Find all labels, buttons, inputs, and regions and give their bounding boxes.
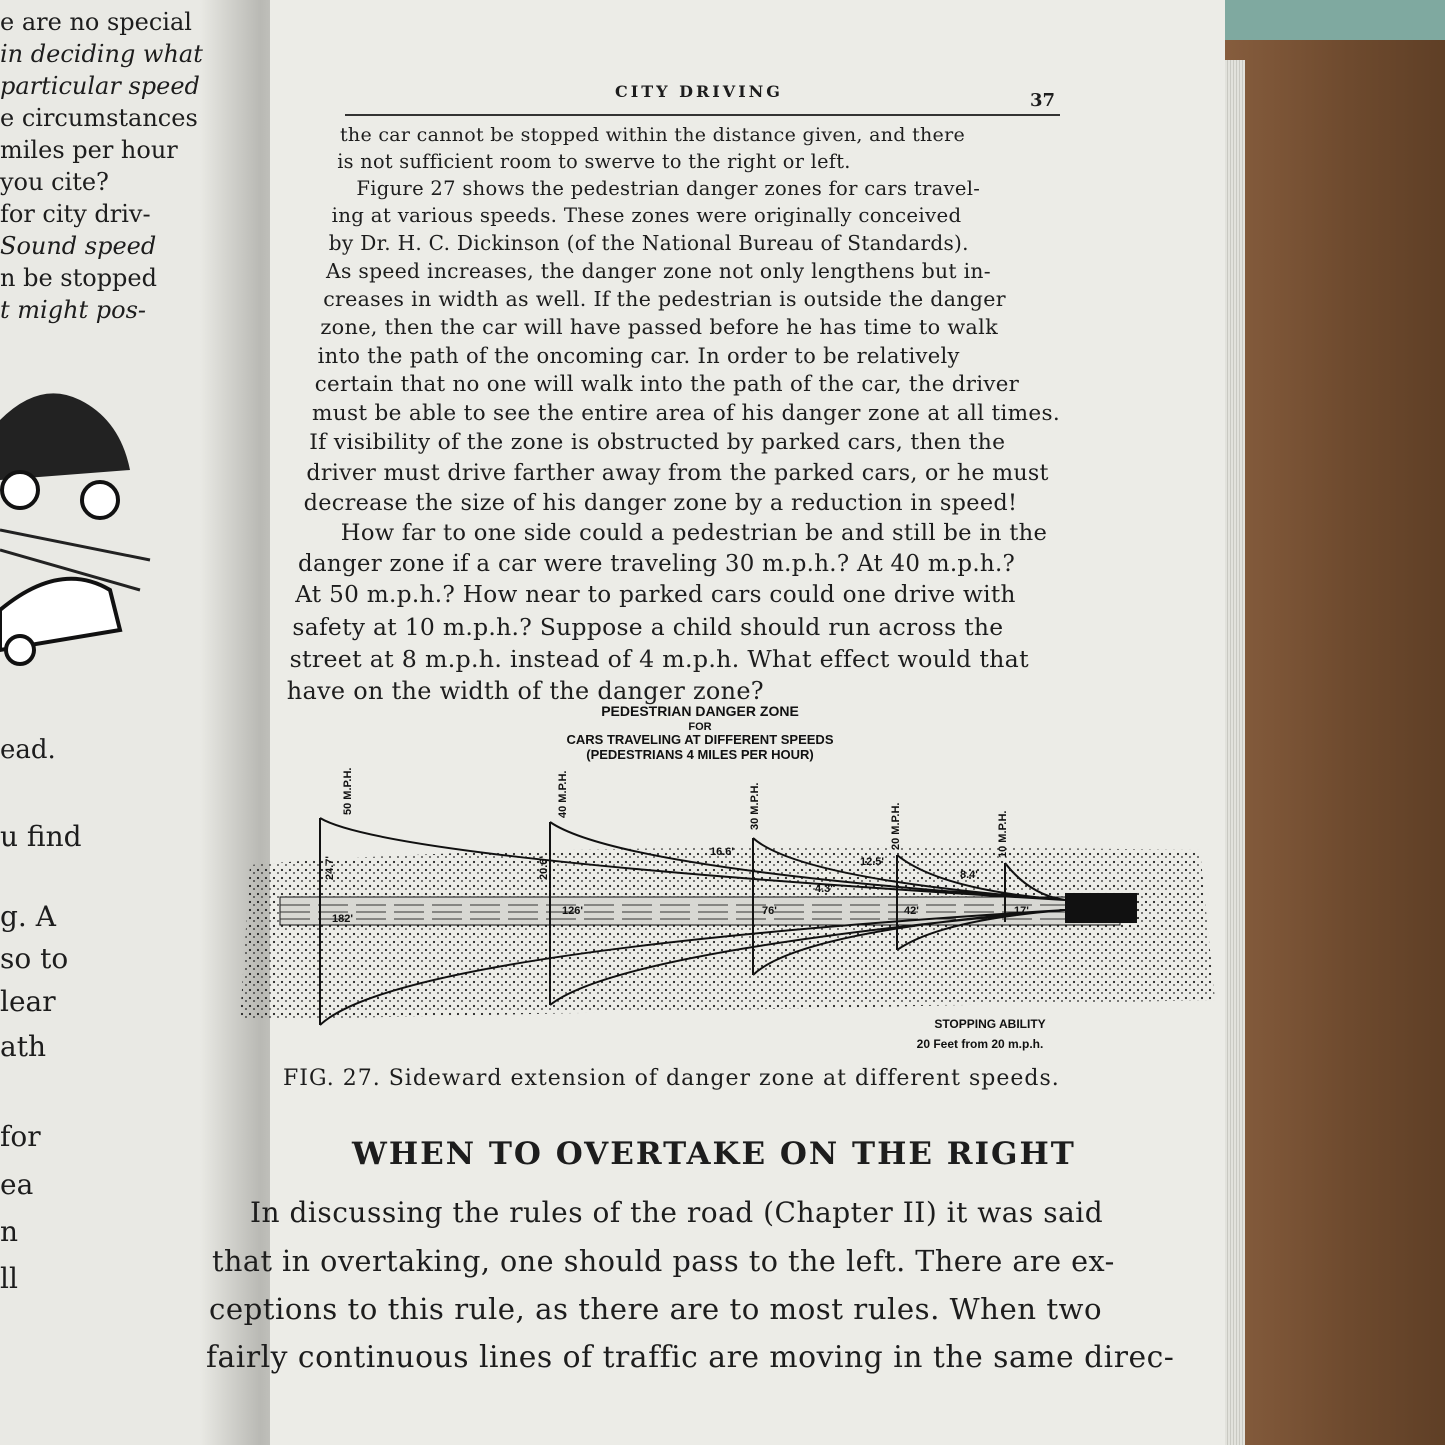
figure-note: 20 Feet from 20 m.p.h. [916,1037,1044,1051]
figure-title: (PEDESTRIANS 4 MILES PER HOUR) [586,747,814,762]
distance-label: 126' [562,905,583,917]
text-line: by Dr. H. C. Dickinson (of the National Bureau of Standards). [328,231,969,255]
text-line: that in overtaking, one should pass to the left. There are ex- [212,1244,1115,1278]
text-line: street at 8 m.p.h. instead of 4 m.p.h. What effect would that [289,645,1029,673]
text-line: safety at 10 m.p.h.? Suppose a child should run across the [292,613,1004,641]
left-fragment: lear [0,985,56,1018]
distance-label: 182' [332,913,353,925]
width-label: 8.4' [960,869,978,881]
text-line: is not sufficient room to swerve to the right or left. [337,150,851,173]
left-fragment: ead. [0,735,56,765]
figure-caption: FIG. 27. Sideward extension of danger zone at different speeds. [283,1066,1060,1091]
car-icon [1065,893,1137,923]
distance-label: 42' [904,905,919,917]
header-rule [345,114,1060,116]
road [280,897,1120,925]
text-line: In discussing the rules of the road (Chapter II) it was said [250,1196,1104,1229]
text-line: into the path of the oncoming car. In order to be relatively [317,343,960,368]
figure-27 [240,700,1220,1060]
left-line: n be stopped [0,264,157,292]
speed-label: 40 M.P.H. [557,770,569,818]
width-label: 20.6' [538,855,550,880]
left-fragment: n [0,1215,19,1248]
figure-note: STOPPING ABILITY [934,1017,1046,1031]
cars-illustration [0,360,190,680]
text-line: the car cannot be stopped within the distance given, and there [340,124,966,146]
text-line: fairly continuous lines of traffic are moving in the same direc- [206,1340,1175,1375]
left-line: Sound speed [0,232,157,260]
page-edges [1225,60,1245,1445]
text-line: As speed increases, the danger zone not only lengthens but in- [326,259,991,283]
width-label: 12.5' [860,856,885,868]
text-line: certain that no one will walk into the path of the car, the driver [314,372,1020,397]
left-fragment: ll [0,1262,18,1295]
left-fragment: ea [0,1168,34,1201]
speed-label: 10 M.P.H. [997,810,1009,858]
width-label: 16.6' [710,846,735,858]
text-line: Figure 27 shows the pedestrian danger zones for cars travel- [356,177,981,200]
left-line: you cite? [0,168,109,196]
width-label: 24.7' [324,855,336,880]
left-line: e circumstances [0,104,198,132]
text-line: danger zone if a car were traveling 30 m.p.h.? At 40 m.p.h.? [298,551,1016,577]
distance-label: 76' [762,905,777,917]
speed-label: 20 M.P.H. [890,802,902,850]
width-label: 4.3' [815,883,833,895]
text-line: must be able to see the entire area of his danger zone at all times. [312,401,1061,426]
left-line: in deciding what [0,40,203,68]
figure-title: PEDESTRIAN DANGER ZONE [601,703,799,719]
text-line: If visibility of the zone is obstructed by parked cars, then the [309,430,1006,455]
figure-title: CARS TRAVELING AT DIFFERENT SPEEDS [566,732,834,747]
text-line: How far to one side could a pedestrian be and still be in the [340,520,1048,546]
text-line: decrease the size of his danger zone by a reduction in speed! [303,490,1018,516]
left-line: particular speed [0,72,200,100]
text-line: zone, then the car will have passed before he has time to walk [320,315,999,339]
text-line: creases in width as well. If the pedestrian is outside the danger [323,287,1006,311]
left-fragment: ath [0,1030,46,1063]
left-line: e are no special [0,8,192,36]
ground-dots [240,847,1215,1020]
left-line: t might pos- [0,296,147,324]
section-heading: WHEN TO OVERTAKE ON THE RIGHT [352,1136,1076,1172]
speed-label: 50 M.P.H. [342,767,354,815]
distance-label: 17' [1014,905,1029,917]
left-line: for city driv- [0,200,151,228]
page-number: 37 [1030,90,1056,111]
text-line: ceptions to this rule, as there are to most rules. When two [209,1292,1103,1326]
text-line: ing at various speeds. These zones were originally conceived [331,204,962,227]
left-line: miles per hour [0,136,178,164]
figure-title: FOR [688,721,712,733]
running-header [345,82,1060,122]
left-fragment: so to [0,942,69,975]
text-line: At 50 m.p.h.? How near to parked cars could one drive with [295,582,1016,608]
text-line: driver must drive farther away from the parked cars, or he must [306,460,1049,486]
left-fragment: g. A [0,900,56,933]
left-fragment: u find [0,820,82,853]
running-head: CITY DRIVING [615,82,783,101]
speed-label: 30 M.P.H. [749,782,761,830]
left-fragment: for [0,1120,41,1153]
text-line: have on the width of the danger zone? [286,677,764,705]
